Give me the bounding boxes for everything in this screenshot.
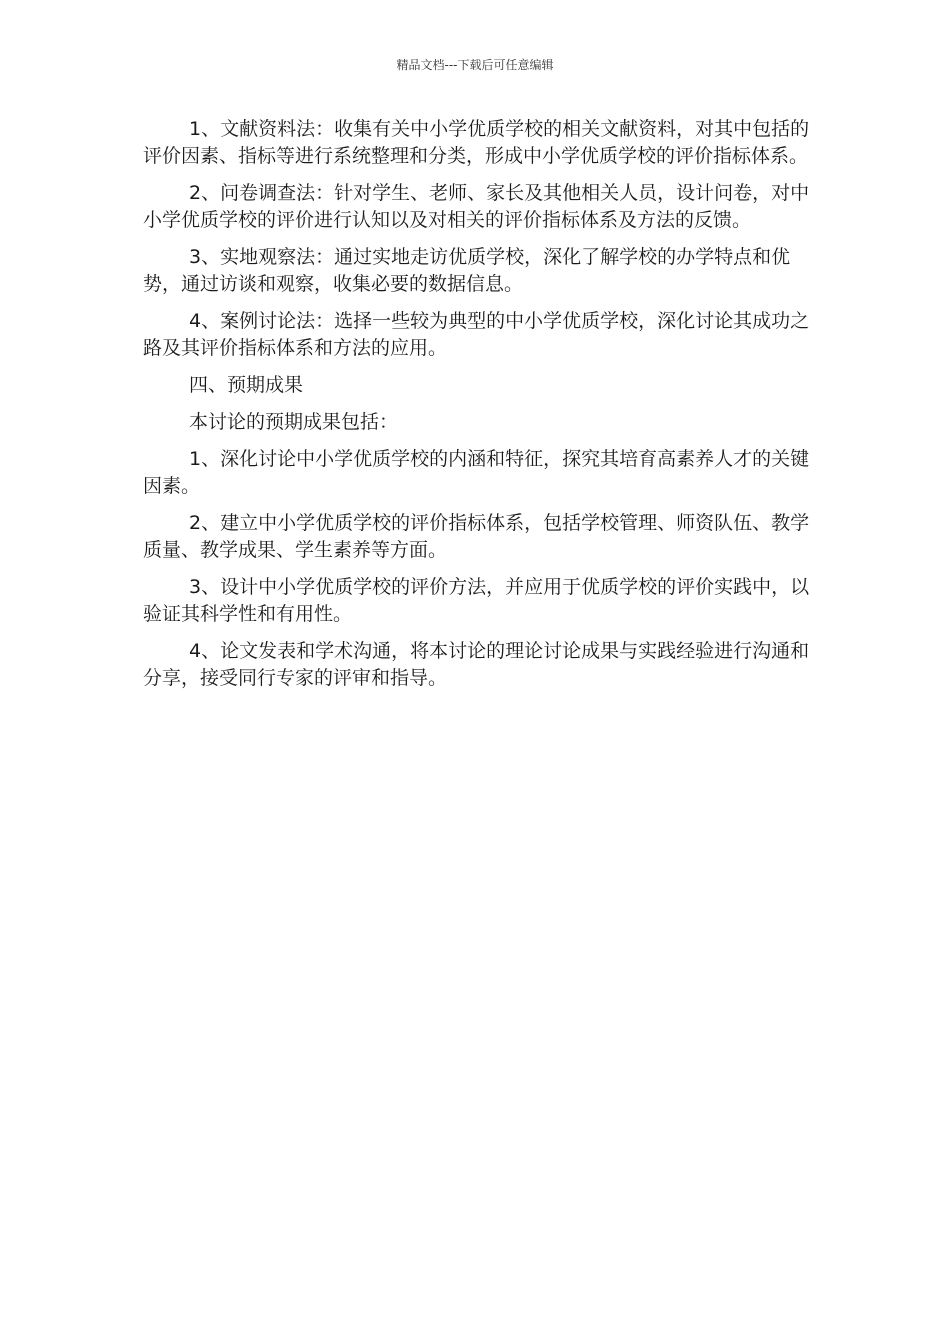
paragraph-method-observation: 3、实地观察法：通过实地走访优质学校，深化了解学校的办学特点和优势，通过访谈和观察，收集必要的数据信息。 [143,246,791,295]
paragraph-result-4: 4、论文发表和学术沟通，将本讨论的理论讨论成果与实践经验进行沟通和分享，接受同行专家的评审和指导。 [143,640,810,689]
section-heading-expected-results: 四、预期成果 [189,374,304,396]
document-body [143,116,823,702]
page-header: 精品文档---下载后可任意编辑 [396,58,554,72]
paragraph-results-intro: 本讨论的预期成果包括： [189,411,399,433]
paragraph-result-2: 2、建立中小学优质学校的评价指标体系，包括学校管理、师资队伍、教学质量、教学成果、学生素养等方面。 [143,512,810,561]
paragraph-method-literature: 1、文献资料法：收集有关中小学优质学校的相关文献资料，对其中包括的评价因素、指标等进行系统整理和分类，形成中小学优质学校的评价指标体系。 [143,118,810,167]
paragraph-result-1: 1、深化讨论中小学优质学校的内涵和特征，探究其培育高素养人才的关键因素。 [143,448,810,497]
paragraph-method-questionnaire: 2、问卷调查法：针对学生、老师、家长及其他相关人员，设计问卷，对中小学优质学校的评价进行认知以及对相关的评价指标体系及方法的反馈。 [143,182,810,231]
paragraph-result-3: 3、设计中小学优质学校的评价方法，并应用于优质学校的评价实践中，以验证其科学性和有用性。 [143,576,810,625]
paragraph-method-case-study: 4、案例讨论法：选择一些较为典型的中小学优质学校，深化讨论其成功之路及其评价指标体系和方法的应用。 [143,310,810,359]
